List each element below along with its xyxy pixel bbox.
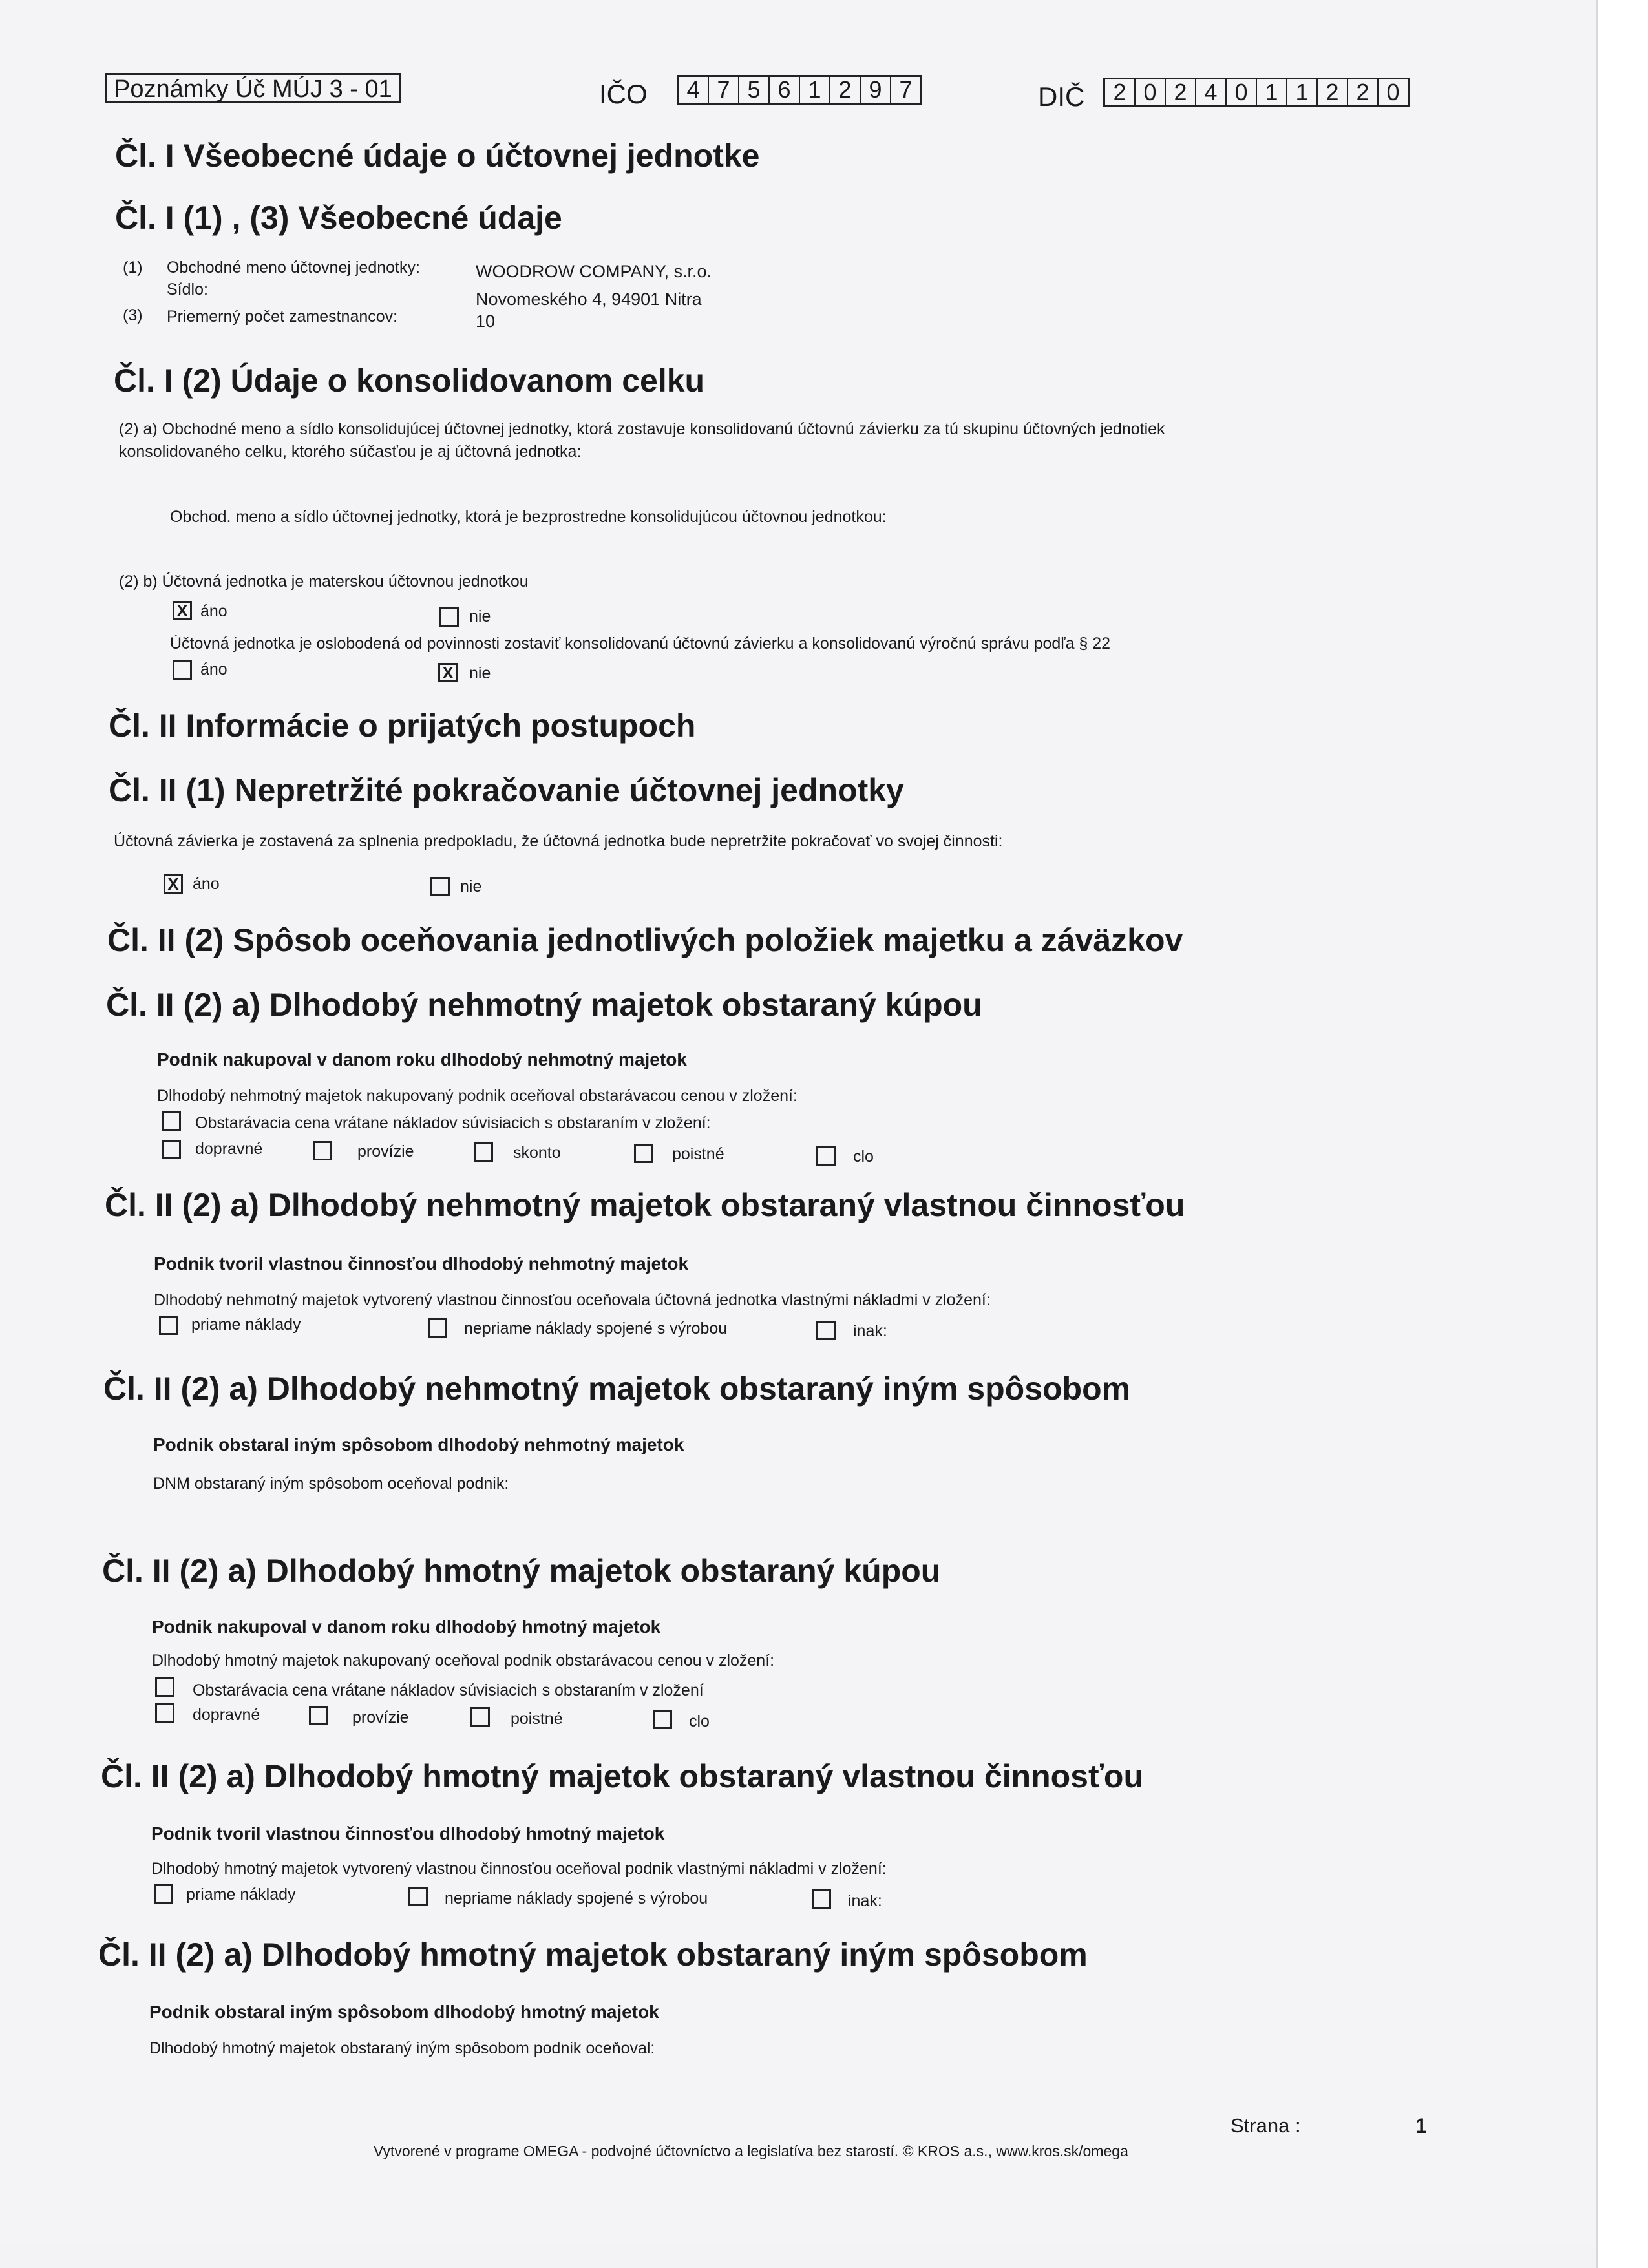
- checkbox-label: áno: [200, 602, 227, 620]
- checkbox-label: nepriame náklady spojené s výrobou: [445, 1889, 708, 1907]
- paragraph: Dlhodobý hmotný majetok vytvorený vlastnou činnosťou oceňoval podnik vlastnými nákladmi v zložení:: [151, 1860, 887, 1878]
- dic-digit: 4: [1196, 79, 1227, 105]
- ico-digit: 6: [770, 77, 800, 103]
- row-number: (1): [123, 258, 143, 277]
- field-label: Priemerný počet zamestnancov:: [167, 308, 398, 326]
- section-title: Čl. II (1) Nepretržité pokračovanie účtovnej jednotky: [109, 772, 904, 808]
- company-address: Novomeského 4, 94901 Nitra: [476, 289, 702, 309]
- section-title: Čl. II (2) Spôsob oceňovania jednotlivých položiek majetku a záväzkov: [107, 922, 1183, 958]
- checkbox[interactable]: [309, 1706, 328, 1725]
- checkbox-label: nepriame náklady spojené s výrobou: [464, 1319, 728, 1338]
- page-label: Strana :: [1231, 2114, 1301, 2137]
- section-title: Čl. II (2) a) Dlhodobý nehmotný majetok obstaraný vlastnou činnosťou: [105, 1187, 1185, 1223]
- section-title: Čl. II (2) a) Dlhodobý nehmotný majetok obstaraný kúpou: [106, 987, 982, 1023]
- checkbox[interactable]: [470, 1707, 490, 1727]
- ico-digit: 7: [899, 76, 913, 103]
- checkbox-label: priame náklady: [191, 1316, 301, 1334]
- checkbox-checked[interactable]: X: [164, 874, 183, 894]
- checkbox[interactable]: [408, 1887, 428, 1906]
- section-title: Čl. I (1) , (3) Všeobecné údaje: [115, 200, 562, 236]
- ico-digit: 2: [830, 77, 861, 103]
- checkbox[interactable]: [159, 1316, 178, 1335]
- checkbox[interactable]: [634, 1144, 653, 1163]
- section-title: Čl. II (2) a) Dlhodobý nehmotný majetok obstaraný iným spôsobom: [103, 1370, 1131, 1407]
- checkbox-label: provízie: [352, 1708, 409, 1727]
- paragraph: (2) a) Obchodné meno a sídlo konsolidujúcej účtovnej jednotky, ktorá zostavuje konsolidovanú účtovnú závierku za tú skupinu účtovných jednotiek: [119, 420, 1165, 438]
- subsection-title: Podnik obstaral iným spôsobom dlhodobý nehmotný majetok: [153, 1434, 684, 1454]
- checkbox-label: áno: [200, 660, 227, 678]
- section-title: Čl. II Informácie o prijatých postupoch: [109, 708, 696, 744]
- page-number: 1: [1415, 2114, 1427, 2137]
- employee-count: 10: [476, 311, 496, 331]
- ico-digit: 7: [709, 77, 739, 103]
- section-title: Čl. I Všeobecné údaje o účtovnej jednotke: [115, 138, 760, 174]
- question: Účtovná jednotka je oslobodená od povinnosti zostaviť konsolidovanú účtovnú závierku a konsolidovanú výročnú správu podľa § 22: [170, 635, 1111, 653]
- checkbox[interactable]: [430, 877, 450, 896]
- ico-digit: 9: [861, 77, 891, 103]
- subsection-title: Podnik nakupoval v danom roku dlhodobý hmotný majetok: [152, 1617, 661, 1637]
- checkbox-label: provízie: [357, 1142, 414, 1160]
- paragraph: konsolidovaného celku, ktorého súčasťou je aj účtovná jednotka:: [119, 443, 582, 461]
- dic-digit: 2: [1318, 79, 1348, 105]
- checkbox[interactable]: [816, 1146, 836, 1166]
- checkbox[interactable]: [173, 660, 192, 680]
- paragraph: DNM obstaraný iným spôsobom oceňoval podnik:: [153, 1475, 509, 1493]
- dic-digit: 1: [1287, 79, 1318, 105]
- checkbox[interactable]: [428, 1318, 447, 1338]
- form-label: Poznámky Úč MÚJ 3 - 01: [105, 73, 401, 103]
- ico-digit: 1: [800, 77, 830, 103]
- ico-label: IČO: [599, 79, 648, 109]
- checkbox-label: dopravné: [195, 1140, 263, 1158]
- checkbox[interactable]: [155, 1677, 174, 1697]
- question: (2) b) Účtovná jednotka je materskou účtovnou jednotkou: [119, 572, 529, 591]
- checkbox-label: Obstarávacia cena vrátane nákladov súvisiacich s obstaraním v zložení:: [195, 1114, 711, 1132]
- paragraph: Dlhodobý hmotný majetok obstaraný iným spôsobom podnik oceňoval:: [149, 2039, 655, 2057]
- row-number: (3): [123, 306, 143, 324]
- checkbox[interactable]: [439, 607, 459, 627]
- checkbox[interactable]: [162, 1111, 181, 1131]
- checkbox[interactable]: [653, 1710, 672, 1729]
- dic-digit: 2: [1105, 79, 1136, 105]
- checkbox-label: nie: [469, 664, 491, 682]
- dic-digit: 2: [1166, 79, 1196, 105]
- paragraph: Dlhodobý nehmotný majetok vytvorený vlastnou činnosťou oceňovala účtovná jednotka vlastnými nákladmi v zložení:: [154, 1291, 991, 1309]
- footer-credit: Vytvorené v programe OMEGA - podvojné účtovníctvo a legislatíva bez starostí. © KROS a.s., www.kros.sk/omega: [374, 2143, 1128, 2159]
- checkbox-label: poistné: [511, 1710, 563, 1728]
- checkbox-label: inak:: [848, 1892, 882, 1910]
- checkbox-checked[interactable]: X: [438, 663, 458, 682]
- subsection-title: Podnik tvoril vlastnou činnosťou dlhodobý hmotný majetok: [151, 1823, 665, 1843]
- paragraph: Obchod. meno a sídlo účtovnej jednotky, ktorá je bezprostredne konsolidujúcou účtovnou jednotkou:: [170, 508, 887, 526]
- paragraph: Dlhodobý hmotný majetok nakupovaný oceňoval podnik obstarávacou cenou v zložení:: [152, 1652, 775, 1670]
- checkbox[interactable]: [155, 1703, 174, 1723]
- checkbox[interactable]: [816, 1321, 836, 1340]
- subsection-title: Podnik obstaral iným spôsobom dlhodobý hmotný majetok: [149, 2002, 659, 2022]
- section-title: Čl. II (2) a) Dlhodobý hmotný majetok obstaraný vlastnou činnosťou: [101, 1758, 1144, 1794]
- checkbox-label: nie: [460, 877, 482, 896]
- section-title: Čl. I (2) Údaje o konsolidovanom celku: [114, 362, 705, 399]
- checkbox[interactable]: [474, 1142, 493, 1162]
- checkbox-label: Obstarávacia cena vrátane nákladov súvisiacich s obstaraním v zložení: [193, 1681, 704, 1699]
- checkbox-label: nie: [469, 607, 491, 625]
- checkbox[interactable]: [313, 1141, 332, 1160]
- checkbox[interactable]: [154, 1884, 173, 1904]
- subsection-title: Podnik nakupoval v danom roku dlhodobý nehmotný majetok: [157, 1049, 687, 1069]
- checkbox-label: clo: [689, 1712, 710, 1730]
- dic-digit: 0: [1136, 79, 1166, 105]
- dic-digit: 0: [1227, 79, 1257, 105]
- checkbox-checked[interactable]: X: [173, 601, 192, 620]
- subsection-title: Podnik tvoril vlastnou činnosťou dlhodobý nehmotný majetok: [154, 1254, 689, 1274]
- dic-digit: 1: [1257, 79, 1287, 105]
- company-name: WOODROW COMPANY, s.r.o.: [476, 262, 712, 281]
- checkbox-label: skonto: [513, 1144, 561, 1162]
- dic-digit: 2: [1348, 79, 1379, 105]
- checkbox-label: poistné: [672, 1145, 724, 1163]
- section-title: Čl. II (2) a) Dlhodobý hmotný majetok obstaraný kúpou: [102, 1553, 941, 1589]
- ico-boxes: [677, 75, 922, 105]
- ico-digit: 4: [679, 77, 709, 103]
- section-title: Čl. II (2) a) Dlhodobý hmotný majetok obstaraný iným spôsobom: [98, 1937, 1088, 1973]
- checkbox-label: clo: [853, 1148, 874, 1166]
- dic-boxes: [1103, 78, 1410, 107]
- page-edge: [1596, 0, 1648, 2268]
- field-label: Sídlo:: [167, 280, 208, 299]
- checkbox[interactable]: [812, 1889, 831, 1909]
- dic-label: DIČ: [1038, 81, 1085, 112]
- checkbox-label: dopravné: [193, 1706, 260, 1724]
- field-label: Obchodné meno účtovnej jednotky:: [167, 258, 420, 277]
- paragraph: Dlhodobý nehmotný majetok nakupovaný podnik oceňoval obstarávacou cenou v zložení:: [157, 1087, 798, 1105]
- ico-digit: 5: [739, 77, 770, 103]
- checkbox[interactable]: [162, 1140, 181, 1159]
- dic-digit: 0: [1386, 79, 1400, 105]
- paragraph: Účtovná závierka je zostavená za splnenia predpokladu, že účtovná jednotka bude nepretržite pokračovať vo svojej činnosti:: [114, 832, 1003, 850]
- checkbox-label: inak:: [853, 1322, 887, 1340]
- checkbox-label: priame náklady: [186, 1885, 296, 1904]
- checkbox-label: áno: [193, 875, 220, 893]
